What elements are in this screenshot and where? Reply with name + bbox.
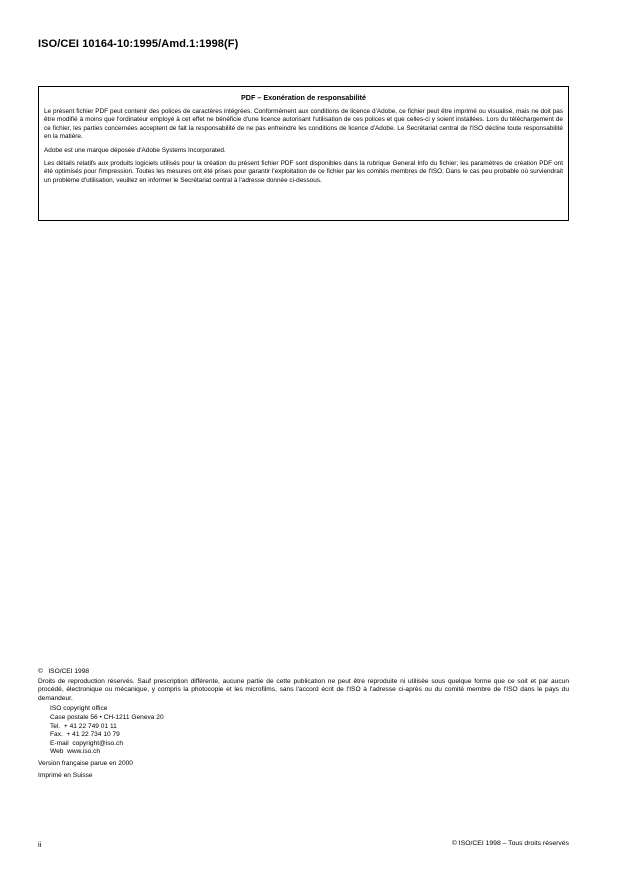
address-line: Fax. + 41 22 734 10 79 (50, 731, 120, 739)
copyright-block (38, 668, 569, 780)
disclaimer-paragraph: Le présent fichier PDF peut contenir des polices de caractères intégrées. Conformément aux conditions de licence d'Adobe, ce fichier peut être imprimé ou visualisé, mais ne doit pas être modifié à moins que l'ordinateur employé à cet effet ne bénéficie d'une licence autorisant l'utilisation de ces polices et que celles-ci y soient installées. Lors du téléchargement de ce fichier, les parties concernées acceptent de fait la responsabilité de ne pas enfreindre les conditions de licence d'Adobe. Le Secrétariat central de l'ISO décline toute responsabilité en la matière. (44, 108, 563, 141)
page-number: ii (38, 840, 42, 849)
version-note: Version française parue en 2000 (38, 759, 133, 767)
disclaimer-paragraph: Adobe est une marque déposée d'Adobe Systems Incorporated. (44, 146, 226, 154)
disclaimer-title: PDF – Exonération de responsabilité (240, 93, 366, 102)
address-line: E-mail copyright@iso.ch (50, 739, 124, 747)
address-line: ISO copyright office (50, 705, 108, 713)
copyright-notice: Droits de reproduction réservés. Sauf prescription différente, aucune partie de cette publication ne peut être reproduite ni utilisée sous quelque forme que ce soit et par aucun procédé, électronique ou mécanique, y compris la photocopie et les microfilms, sans l'accord écrit de l'ISO à l'adresse ci-après ou du comité membre de l'ISO dans le pays du demandeur. (38, 677, 569, 702)
address-line: Tel. + 41 22 749 01 11 (50, 722, 117, 730)
address-line: Web www.iso.ch (50, 748, 101, 756)
footer-rights: © ISO/CEI 1998 – Tous droits réservés (451, 840, 569, 847)
copyright-line: © ISO/CEI 1998 (38, 668, 90, 675)
printed-note: Imprimé en Suisse (38, 771, 93, 779)
disclaimer-paragraph: Les détails relatifs aux produits logiciels utilisés pour la création du présent fichier PDF sont disponibles dans la rubrique General Info du fichier; les paramètres de création PDF ont été optimisés pour l'impression. Toutes les mesures ont été prises pour garantir l'exploitation de ce fichier par les comités membres de l'ISO. Dans le cas peu probable où surviendrait un problème d'utilisation, veuillez en informer le Secrétariat central à l'adresse donnée ci-dessous. (44, 160, 563, 184)
document-title: ISO/CEI 10164-10:1995/Amd.1:1998(F) (38, 38, 239, 50)
copyright-office-address (38, 705, 569, 757)
address-line: Case postale 56 • CH-1211 Geneva 20 (50, 713, 164, 721)
pdf-disclaimer-box (38, 86, 569, 221)
